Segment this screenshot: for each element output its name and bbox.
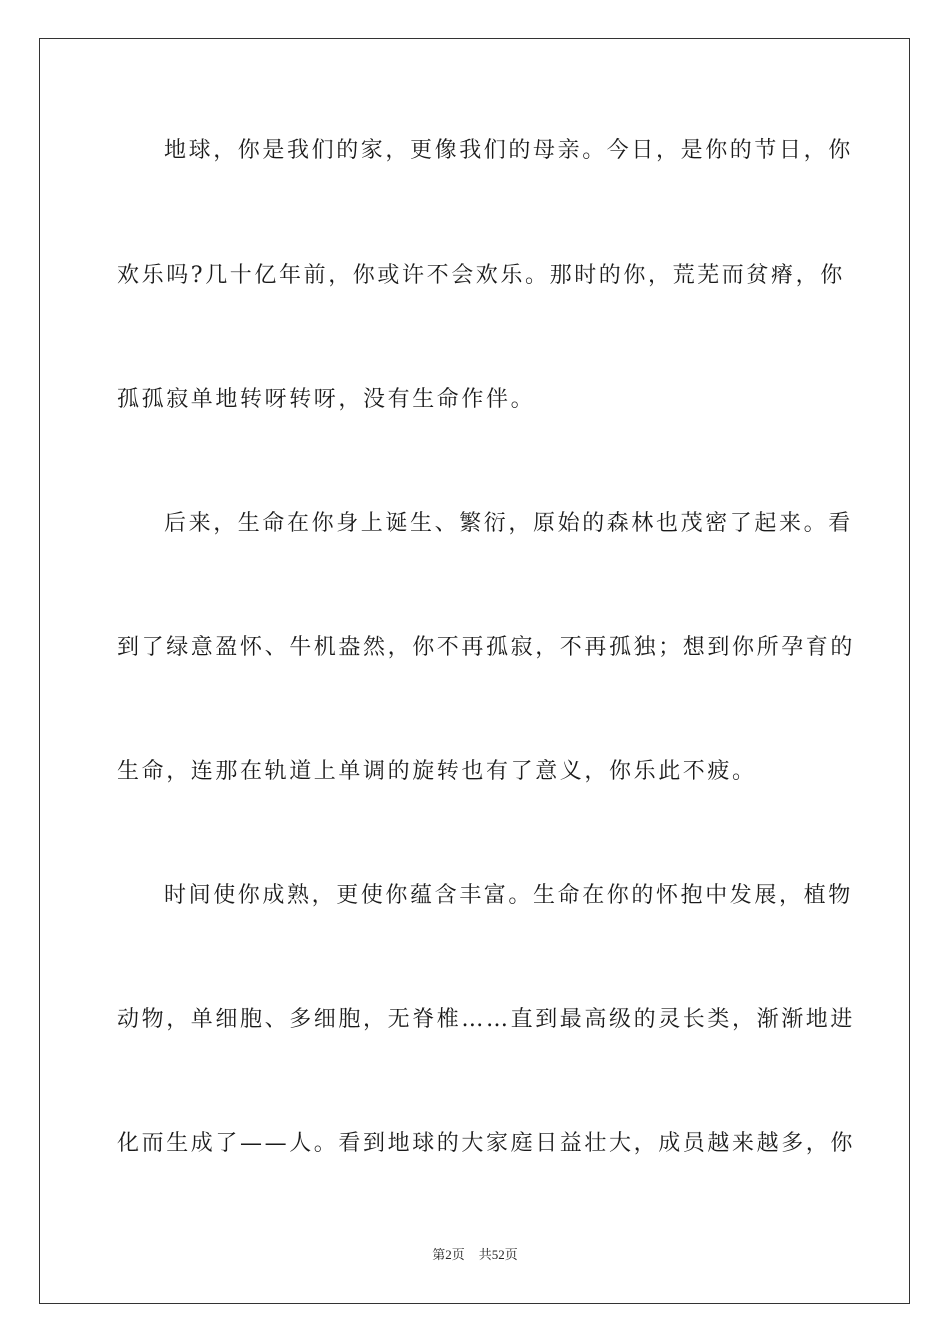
paragraph-3-line-3: 化而生成了——人。看到地球的大家庭日益壮大，成员越来越多，你 bbox=[117, 1131, 856, 1156]
paragraph-2-line-1: 后来，生命在你身上诞生、繁衍，原始的森林也茂密了起来。看 bbox=[164, 511, 853, 536]
paragraph-3-line-1: 时间使你成熟，更使你蕴含丰富。生命在你的怀抱中发展，植物 bbox=[164, 883, 853, 908]
page-number: 第2页 bbox=[432, 1247, 465, 1262]
paragraph-2-line-3: 生命，连那在轨道上单调的旋转也有了意义，你乐此不疲。 bbox=[117, 759, 757, 784]
page-footer bbox=[0, 1246, 950, 1264]
page-total: 共52页 bbox=[478, 1247, 518, 1262]
paragraph-1-line-1: 地球，你是我们的家，更像我们的母亲。今日，是你的节日，你 bbox=[164, 138, 853, 163]
paragraph-1-line-3: 孤孤寂单地转呀转呀，没有生命作伴。 bbox=[117, 387, 536, 412]
paragraph-1-line-2: 欢乐吗?几十亿年前，你或许不会欢乐。那时的你，荒芜而贫瘠，你 bbox=[117, 263, 845, 288]
paragraph-3-line-2: 动物，单细胞、多细胞，无脊椎……直到最高级的灵长类，渐渐地进 bbox=[117, 1007, 856, 1032]
page-border bbox=[39, 38, 910, 1304]
paragraph-2-line-2: 到了绿意盈怀、牛机盎然，你不再孤寂，不再孤独；想到你所孕育的 bbox=[117, 635, 856, 660]
